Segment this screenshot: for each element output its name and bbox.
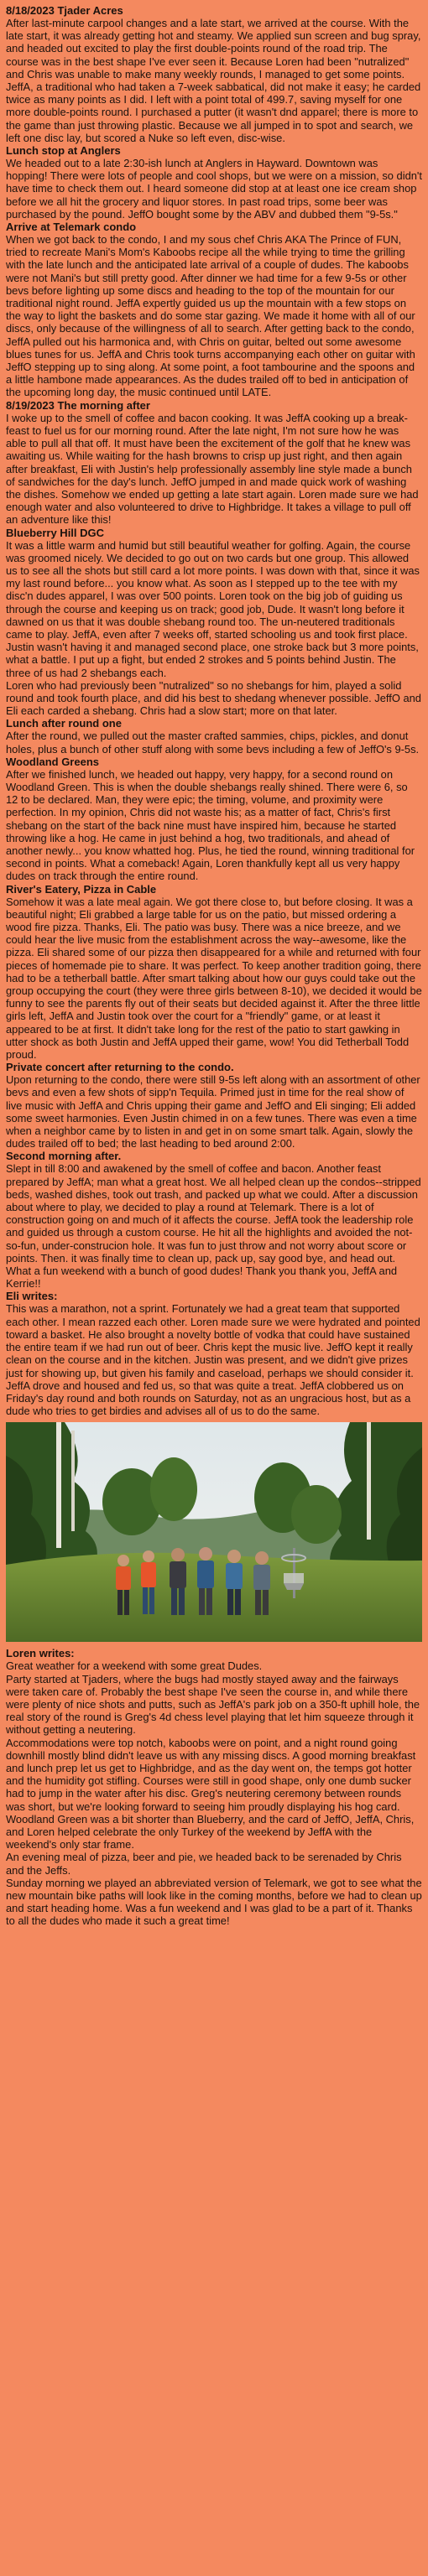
- section-paragraph: Upon returning to the condo, there were still 9-5s left along with an assortment of other bevs and even a few shots of sipp'n Tequila. Primed just in time for the real show of live music with JeffA and Chris upping their game and JeffO and Eli singing; Eli added some sweet harmonies. Even Justin chimed in on a few tunes. There was even a time when a neighbor came by to listen in and get in on some smart talk. Again, slowly the dudes trailed off to bed; the last heading to bed around 2:00.: [6, 1073, 420, 1150]
- section-heading: Lunch after round one: [6, 717, 122, 730]
- report-section: [6, 1290, 422, 1417]
- section-paragraph: Great weather for a weekend with some great Dudes.: [6, 1659, 263, 1673]
- section-paragraph: After last-minute carpool changes and a late start, we arrived at the course. With the late start, it was already getting hot and steamy. We applied sun screen and bug spray, and headed out excited to play the first double-points round of the road trip. The course was in the best shape I've ever seen it. Because Loren had been "nutralized" and Chris was unable to make many weekly rounds, I managed to get some points. JeffA, a traditional who had taken a 7-week sabbatical, did not make it easy; he carded twice as many points as I did. I left with a point total of 499.7, saving myself for one more double-points round. I purchased a putter (it wasn't dnd apparel; there is more to the game than just throwing plastic. Because we all jumped in to spot and search, we left one disc lay, but scored a Nuke so left even, disc-wise.: [6, 17, 421, 144]
- section-heading: Private concert after returning to the condo.: [6, 1061, 234, 1074]
- report-section: [6, 221, 422, 399]
- section-paragraph: Party started at Tjaders, where the bugs had mostly stayed away and the fairways were taken care of. Probably the best shape I've seen the course in, and while there were plenty of nice shots and putts, such as JeffA's park job on a 350-ft uphill hole, the real story of the round is Greg's 4d chess level playing that let him squeeze through it without getting a neutering.: [6, 1672, 420, 1737]
- section-heading: 8/18/2023 Tjader Acres: [6, 4, 123, 17]
- section-paragraph: After the round, we pulled out the master crafted sammies, chips, pickles, and donut holes, plus a bunch of other stuff along with some bevs including a few of JeffO's 9-5s.: [6, 730, 420, 756]
- report-section: [6, 1061, 422, 1150]
- section-paragraph: After we finished lunch, we headed out happy, very happy, for a second round on Woodland Green. This is when the double shebangs really shined. There were 6, so 12 to be declared. Man, they were epic; the timing, volume, and proximity were perfection. In my opinion, Chris did not waste his; as a matter of fact, Chris's first shebang on the start of the back nine must have inspired him, because he started throwing like a hog. He came in just behind a hog, two traditionals, and ahead of another newly... you know whatted hog. Plus, he tied the round, winning traditional for second in points. What a comeback! Again, Loren thankfully kept all us very happy dudes on track through the entire round.: [6, 767, 415, 883]
- group-photo: [6, 1422, 422, 1642]
- section-paragraph: Sunday morning we played an abbreviated version of Telemark, we got to see what the new mountain bike paths will look like in the coming months, before we had to clean up and start heading home. Was a fun weekend and I was glad to be a part of it. Thanks to all the dudes who made it such a great time!: [6, 1876, 422, 1928]
- section-paragraph: When we got back to the condo, I and my sous chef Chris AKA The Prince of FUN, tried to recreate Mani's Mom's Kaboobs recipe all the while trying to time the grilling with the late lunch and the anticipated late arrival of a couple of dudes. The kaboobs were not Mani's but still pretty good. After dinner we had time for a few 9-5s or other bevs before lighting up some discs and heading to the top of the mountain for our traditional night round. JeffA expertly guided us up the mountain with a few stops on the way to light the baskets and do some star gazing. We made it home with all of our discs, only because of the willingness of all to search. After getting back to the condo, JeffA pulled out his harmonica and, with Chris on guitar, belted out some awesome blues tunes for us. JeffA and Chris took turns accompanying each other on guitar with JeffO stepping up to sing along. At some point, a foot tambourine and the spoons and a little hambone made appearances. As the dudes trailed off to bed in anticipation of the upcoming long day, the music continued until LATE.: [6, 233, 415, 399]
- report-section: [6, 399, 422, 527]
- section-paragraph: Accommodations were top notch, kaboobs were on point, and a night round going downhill mostly blind didn't leave us with any missing discs. A good morning breakfast and lunch prep let us get to Highbridge, and as the day went on, the temps got hotter and the humidity got stifling. Courses were still in good shape, only one dumb sucker had to jump in the water after his disc. Greg's neutering ceremony between rounds was short, but we're looking forward to seeing him proudly displaying his hog card.: [6, 1736, 416, 1813]
- section-heading: Loren writes:: [6, 1647, 75, 1660]
- report-section: [6, 756, 422, 883]
- report-section: [6, 144, 422, 221]
- report-section: [6, 883, 422, 1062]
- section-paragraph: Woodland Green was a bit shorter than Blueberry, and the card of JeffO, JeffA, Chris, and Loren helped celebrate the only Turkey of the weekend by JeffA with the weekend's only star frame.: [6, 1812, 415, 1852]
- report-section: [6, 717, 422, 755]
- section-paragraph: Loren who had previously been "nutralized" so no shebangs for him, played a solid round and took fourth place, and did his best to shedang whenever possible. JeffO and Eli each carded a shebang. Chris had a slow start; more on that later.: [6, 678, 421, 718]
- section-paragraph: We headed out to a late 2:30-ish lunch at Anglers in Hayward. Downtown was hopping! There were lots of people and cool shops, but we were on a mission, so didn't have time to check them out. I heard someone did stop at at least one ice cream shop before we all hit the grocery and liquor stores. In past road trips, some beer was purchased by the pound. JeffO bought some by the ABV and dubbed them "9-5s.": [6, 157, 422, 221]
- section-paragraph: An evening meal of pizza, beer and pie, we headed back to be serenaded by Chris and the Jeffs.: [6, 1851, 402, 1877]
- section-heading: Eli writes:: [6, 1290, 58, 1303]
- section-heading: River's Eatery, Pizza in Cable: [6, 882, 157, 896]
- section-heading: Lunch stop at Anglers: [6, 144, 121, 158]
- report-section: [6, 4, 422, 144]
- section-heading: Arrive at Telemark condo: [6, 221, 137, 234]
- section-paragraph: I woke up to the smell of coffee and bacon cooking. It was JeffA cooking up a break-feast to fuel us for our morning round. After the late night, I'm not sure how he was able to pull all that off. It must have been the excitement of the golf that he knew was awaiting us. While waiting for the hash browns to crisp up just right, and then again after breakfast, Eli with Justin's help professionally assembly line style made a bunch of sandwiches for the day's lunch. JeffO jumped in and made quick work of washing the dishes. Somehow we ended up getting a late start again. Loren made sure we had enough water and also volunteered to drive to Highbridge. It takes a village to pull off an adventure like this!: [6, 411, 419, 527]
- section-heading: Blueberry Hill DGC: [6, 526, 105, 539]
- section-paragraph: This was a marathon, not a sprint. Fortunately we had a great team that supported each other. I mean razzed each other. Loren made sure we were hydrated and pointed toward a basket. He also brought a novelty bottle of vodka that could have sustained the entire team if we had run out of beer. Chris kept the music live. JeffO kept it really clean on the course and in the kitchen. Justin was present, and we didn't give prizes just for showing up, but given his family and caseload, perhaps we should consider it. JeffA drove and housed and fed us, so that was quite a treat. JeffA clobbered us on Friday's day round and both rounds on Saturday, not as an ungracious host, but as a dude who tries to get birdies and advises all of us to do the same.: [6, 1302, 420, 1418]
- section-paragraph: Slept in till 8:00 and awakened by the smell of coffee and bacon. Another feast prepared by JeffA; man what a great host. We all helped clean up the condos--stripped beds, washed dishes, took out trash, and packed up what we could. After a discussion about where to play, we decided to play a round at Telemark. There is a lot of construction going on and much of it affects the course. JeffA took the leadership role and guided us through a custom course. He hit all the highlights and avoided the not-so-fun, under-construcion hole. It was fun to just throw and not worry about score or points. Then. it was finally time to clean up, pack up, say good bye, and head out. What a fun weekend with a bunch of good dudes! Thank you thank you, JeffA and Kerrie!!: [6, 1162, 421, 1291]
- group-photo-image: [6, 1422, 422, 1642]
- section-heading: Second morning after.: [6, 1150, 122, 1163]
- report-section: [6, 1150, 422, 1290]
- section-heading: Woodland Greens: [6, 755, 99, 768]
- section-paragraph: It was a little warm and humid but still beautiful weather for golfing. Again, the course was groomed nicely. We decided to go out on two cards but one group. This allowed us to see all the shots but still card a lot more points. I was down with that, since it was my last round before... you know what. As soon as I stepped up to the tee with my disc'n dudes apparel, I was over 500 points. Loren took on the big job of guiding us through the course and keeping us on track; good job, Dude. It wasn't long before it dawned on us that it was double shebang round too. The un-neutered traditionals came to play. JeffA, even after 7 weeks off, started schooling us and took first place. Justin wasn't having it and managed second place, one stroke back but 3 more points, what a battle. I put up a fight, but ended 2 strokes and 5 points behind Justin. The three of us had 2 shebangs each.: [6, 538, 420, 679]
- report-sections-bottom: [6, 1647, 422, 1927]
- report-section: [6, 1647, 422, 1927]
- section-paragraph: Somehow it was a late meal again. We got there close to, but before closing. It was a beautiful night; Eli grabbed a large table for us on the patio, but missed ordering a wood fire pizza. Thanks, Eli. The patio was busy. There was a nice breeze, and we could hear the live music from the establishment across the way--awesome, like the pizza. Eli shared some of our pizza then disappeared for a while and returned with four pieces of homemade pie to share. It was perfect. To keep another tradition going, there had to be a tetherball battle. After smart talking about how our guys could take out the group occupying the court (they were three girls between 8-10), we decided it would be funny to see the parents fly out of their seats but decided against it. After the three little girls left, JeffA and Justin took over the court for a "friendly" game, or at least it appeared to be at first. It didn't take long for the rest of the patio to start gawking in utter shock as both Justin and JeffA upped their game, wow! You did Tetherball Todd proud.: [6, 895, 422, 1062]
- report-sections-top: [6, 4, 422, 1417]
- section-heading: 8/19/2023 The morning after: [6, 398, 150, 412]
- report-section: [6, 527, 422, 718]
